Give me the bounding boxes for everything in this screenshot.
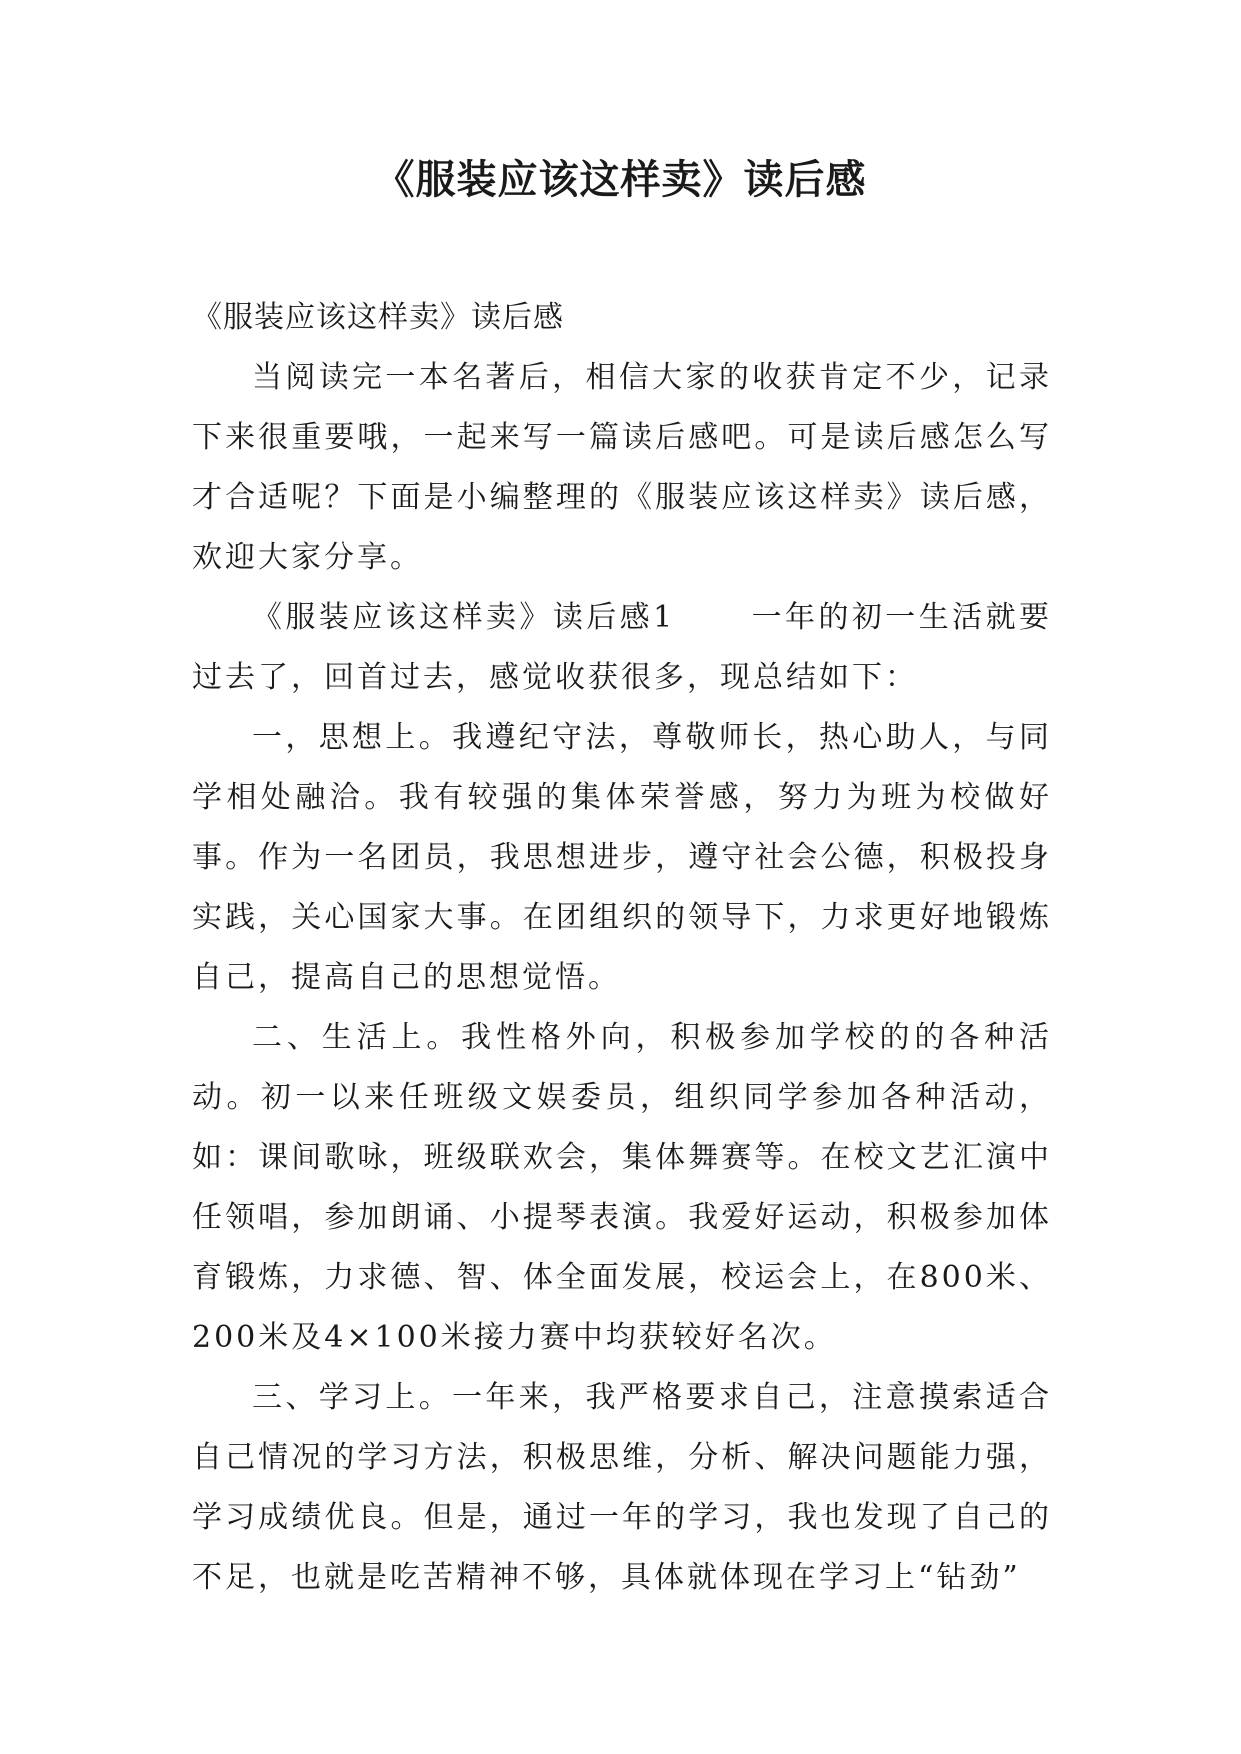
paragraph-heading: 《服装应该这样卖》读后感 — [192, 300, 564, 335]
document-title: 《服装应该这样卖》读后感 — [374, 157, 867, 203]
section-1-heading: 《服装应该这样卖》读后感1 — [252, 600, 676, 635]
document-body — [192, 288, 1052, 1608]
paragraph-section-1 — [192, 588, 1052, 708]
paragraph-study: 三、学习上。一年来，我严格要求自己，注意摸索适合自己情况的学习方法，积极思维，分析、解决问题能力强，学习成绩优良。但是，通过一年的学习，我也发现了自己的不足，也就是吃苦精神不够，具体就体现在学习上“钻劲” — [192, 1380, 1052, 1595]
section-1-text: 一年的初一生活就要过去了，回首过去，感觉收获很多，现总结如下： — [192, 600, 1053, 695]
paragraph-intro: 当阅读完一本名著后，相信大家的收获肯定不少，记录下来很重要哦，一起来写一篇读后感吧。可是读后感怎么写才合适呢？下面是小编整理的《服装应该这样卖》读后感，欢迎大家分享。 — [192, 360, 1052, 575]
paragraph-life: 二、生活上。我性格外向，积极参加学校的的各种活动。初一以来任班级文娱委员，组织同学参加各种活动，如：课间歌咏，班级联欢会，集体舞赛等。在校文艺汇演中任领唱，参加朗诵、小提琴表演。我爱好运动，积极参加体育锻炼，力求德、智、体全面发展，校运会上，在800米、200米及4×100米接力赛中均获较好名次。 — [192, 1020, 1052, 1355]
paragraph-thought: 一，思想上。我遵纪守法，尊敬师长，热心助人，与同学相处融洽。我有较强的集体荣誉感，努力为班为校做好事。作为一名团员，我思想进步，遵守社会公德，积极投身实践，关心国家大事。在团组织的领导下，力求更好地锻炼自己，提高自己的思想觉悟。 — [192, 720, 1052, 995]
